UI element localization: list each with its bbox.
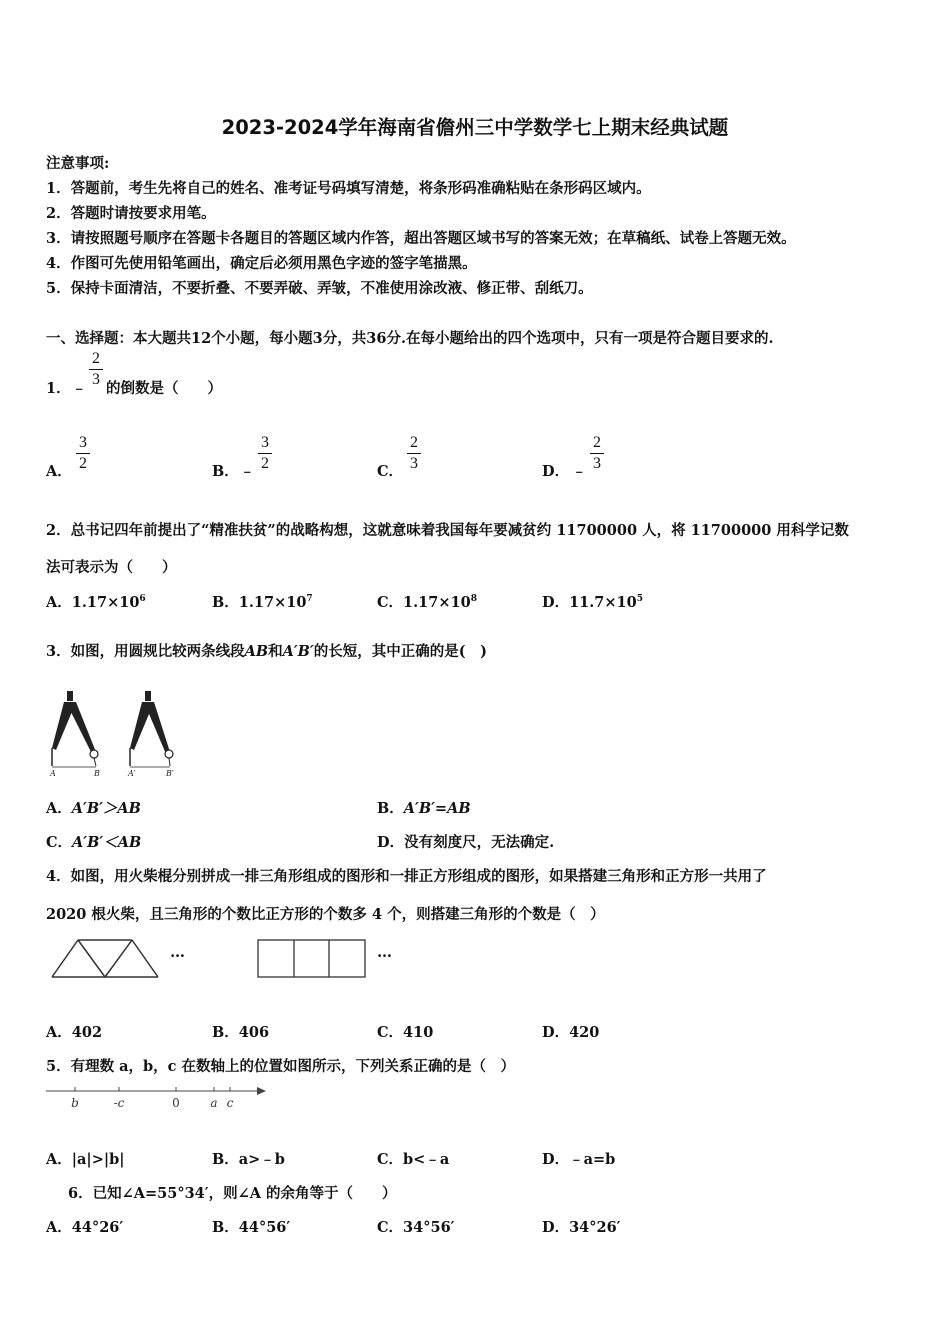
frac-num: 3 <box>79 434 87 451</box>
q2-option-b[interactable] <box>212 591 313 612</box>
q5-option-b[interactable] <box>212 1148 285 1169</box>
q1-option-a-frac <box>76 434 90 473</box>
q1-option-d-sign: ﹣ <box>572 463 587 480</box>
option-text: 402 <box>71 1024 103 1041</box>
q4-ellipsis-2: … <box>377 943 392 961</box>
q6-option-c[interactable] <box>377 1216 454 1237</box>
option-label: B． <box>212 1151 239 1168</box>
option-text: 44°26′ <box>71 1219 124 1236</box>
option-label: D． <box>542 594 570 611</box>
q3-option-d[interactable] <box>377 831 554 852</box>
q3-seg1: AB <box>244 643 269 660</box>
option-label: A． <box>46 594 72 611</box>
option-text: a>﹣b <box>238 1151 285 1168</box>
triangle-matchstick-figure <box>50 938 162 980</box>
page-title: 2023-2024学年海南省儋州三中学数学七上期末经典试题 <box>221 116 729 139</box>
option-exp: 7 <box>306 594 313 605</box>
option-base: 11.7×10 <box>569 594 637 611</box>
label-a-prime: A′ <box>128 769 136 778</box>
q6-stem: 6．已知∠A=55°34′，则∠A 的余角等于（ ） <box>68 1185 397 1202</box>
option-label: C． <box>46 834 73 851</box>
q1-frac-den: 3 <box>92 371 100 388</box>
q5-option-a[interactable] <box>46 1148 125 1169</box>
q1-fraction <box>89 350 103 389</box>
q1-frac-num: 2 <box>92 350 100 367</box>
notice-item: 2．答题时请按要求用笔。 <box>46 205 216 222</box>
frac-den: 2 <box>261 455 269 472</box>
q4-option-b[interactable] <box>212 1021 269 1042</box>
q2-option-c[interactable] <box>377 591 477 612</box>
q4-option-d[interactable] <box>542 1021 599 1042</box>
option-exp: 8 <box>470 594 477 605</box>
option-label: C． <box>377 1151 404 1168</box>
q5-option-d[interactable] <box>542 1148 615 1169</box>
option-label: D． <box>542 1219 570 1236</box>
notice-item: 4．作图可先使用铅笔画出，确定后必须用黑色字迹的签字笔描黑。 <box>46 255 477 272</box>
q5-option-c[interactable] <box>377 1148 449 1169</box>
q1-option-b-sign: ﹣ <box>240 463 255 480</box>
frac-den: 3 <box>410 455 418 472</box>
option-label: C． <box>377 1219 404 1236</box>
axis-label-c: c <box>226 1096 234 1110</box>
q4-stem-line1: 4．如图，用火柴棍分别拼成一排三角形组成的图形和一排正方形组成的图形，如果搭建三角形和正方形一共用了 <box>46 868 767 885</box>
q6-option-d[interactable] <box>542 1216 621 1237</box>
option-text: 34°26′ <box>569 1219 621 1236</box>
option-label: C． <box>377 1024 404 1041</box>
option-label: A． <box>46 1219 72 1236</box>
option-label: D． <box>377 834 405 851</box>
option-text: 410 <box>403 1024 434 1041</box>
option-exp: 6 <box>139 594 146 605</box>
q1-number: 1． <box>46 380 71 397</box>
option-text: A′B′=AB <box>403 800 471 817</box>
option-text: 406 <box>238 1024 270 1041</box>
q1-option-b-frac <box>258 434 272 473</box>
option-label: B． <box>212 594 239 611</box>
q2-option-a[interactable] <box>46 591 146 612</box>
q2-option-d[interactable] <box>542 591 643 612</box>
number-line <box>44 1080 269 1112</box>
label-a: A <box>50 769 56 778</box>
axis-label-a: a <box>210 1096 218 1110</box>
axis-label-b: b <box>71 1096 79 1110</box>
option-label: A． <box>46 1024 72 1041</box>
q6-option-b[interactable] <box>212 1216 290 1237</box>
option-label: C． <box>377 594 404 611</box>
q1-option-a-label[interactable]: A． <box>46 463 72 480</box>
option-label: D． <box>542 1024 570 1041</box>
q3-seg2: A′B′ <box>282 643 314 660</box>
q1-option-c-frac <box>407 434 421 473</box>
q3-stem-post: 的长短，其中正确的是( ) <box>313 643 487 660</box>
axis-label-neg-c: -c <box>113 1096 125 1110</box>
frac-den: 3 <box>593 455 601 472</box>
q6-option-a[interactable] <box>46 1216 123 1237</box>
q4-ellipsis-1: … <box>170 943 185 961</box>
label-b-prime: B′ <box>166 769 174 778</box>
option-label: A． <box>46 1151 72 1168</box>
notice-heading: 注意事项: <box>46 155 110 172</box>
option-base: 1.17×10 <box>238 594 307 611</box>
notice-item: 5．保持卡面清洁，不要折叠、不要弄破、弄皱，不准使用涂改液、修正带、刮纸刀。 <box>46 280 593 297</box>
compass-figure <box>44 688 184 780</box>
option-label: B． <box>377 800 404 817</box>
option-text: A′B′＞AB <box>71 800 141 817</box>
q1-minus: ﹣ <box>72 380 87 397</box>
option-text: A′B′＜AB <box>72 834 142 851</box>
option-base: 1.17×10 <box>71 594 140 611</box>
option-label: B． <box>212 1219 239 1236</box>
option-exp: 5 <box>636 594 643 605</box>
q1-option-b-label[interactable]: B． <box>212 463 239 480</box>
option-label: A． <box>46 800 72 817</box>
option-text: 没有刻度尺，无法确定. <box>404 834 555 851</box>
option-text: b<﹣a <box>403 1151 450 1168</box>
frac-num: 2 <box>593 434 601 451</box>
frac-num: 3 <box>261 434 269 451</box>
q3-stem <box>46 640 487 661</box>
q1-stem: 的倒数是（ ） <box>106 380 222 397</box>
q5-stem: 5．有理数 a，b，c 在数轴上的位置如图所示，下列关系正确的是（ ） <box>46 1058 516 1075</box>
q3-option-c[interactable] <box>46 831 141 852</box>
option-base: 1.17×10 <box>403 594 471 611</box>
q2-stem-line2: 法可表示为（ ） <box>46 559 177 576</box>
q4-option-a[interactable] <box>46 1021 102 1042</box>
q1-option-d-frac <box>590 434 604 473</box>
option-text: 420 <box>569 1024 600 1041</box>
label-b: B <box>94 769 100 778</box>
option-label: B． <box>212 1024 239 1041</box>
option-label: D． <box>542 1151 570 1168</box>
option-text: ﹣a=b <box>569 1151 616 1168</box>
frac-num: 2 <box>410 434 418 451</box>
axis-label-zero: 0 <box>172 1096 180 1110</box>
q2-stem-line1: 2．总书记四年前提出了“精准扶贫”的战略构想，这就意味着我国每年要减贫约 11700000 人，将 11700000 用科学记数 <box>46 522 849 539</box>
square-matchstick-figure <box>256 938 368 980</box>
q1-option-d-label[interactable]: D． <box>542 463 570 480</box>
q3-stem-mid: 和 <box>268 643 283 660</box>
q3-option-b[interactable] <box>377 797 471 818</box>
option-text: |a|>|b| <box>71 1151 125 1168</box>
option-text: 44°56′ <box>238 1219 291 1236</box>
section-heading: 一、选择题：本大题共12个小题，每小题3分，共36分.在每小题给出的四个选项中，只有一项是符合题目要求的. <box>46 330 774 347</box>
q1-option-c-label[interactable]: C． <box>377 463 404 480</box>
q4-stem-line2: 2020 根火柴，且三角形的个数比正方形的个数多 4 个，则搭建三角形的个数是（ ） <box>46 906 605 923</box>
q4-option-c[interactable] <box>377 1021 433 1042</box>
q3-stem-pre: 3．如图，用圆规比较两条线段 <box>46 643 245 660</box>
option-text: 34°56′ <box>403 1219 455 1236</box>
q3-option-a[interactable] <box>46 797 141 818</box>
notice-item: 3．请按照题号顺序在答题卡各题目的答题区域内作答，超出答题区域书写的答案无效；在草稿纸、试卷上答题无效。 <box>46 230 796 247</box>
frac-den: 2 <box>79 455 87 472</box>
notice-item: 1．答题前，考生先将自己的姓名、准考证号码填写清楚，将条形码准确粘贴在条形码区域内。 <box>46 180 651 197</box>
compass-left <box>52 691 98 767</box>
compass-right <box>130 691 173 767</box>
